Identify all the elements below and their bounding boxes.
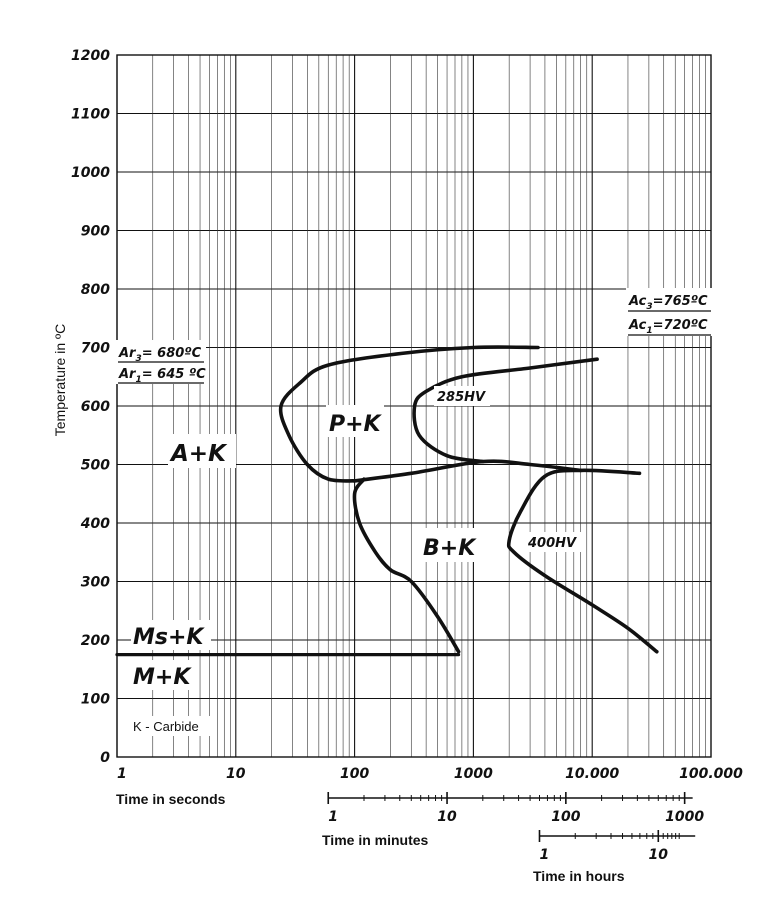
x-tick-label-seconds: 100 [339, 766, 370, 782]
hardness-label-285hv: 285HV [437, 390, 486, 405]
y-tick-label: 100 [80, 691, 110, 708]
y-tick-labels [71, 48, 110, 766]
y-tick-label: 0 [100, 750, 110, 766]
x-tick-label-minutes: 1000 [665, 809, 705, 825]
region-label-p-k: P+K [329, 412, 381, 437]
hardness-label-400hv: 400HV [528, 536, 577, 551]
region-label-b-k: B+K [423, 536, 476, 561]
x-tick-label-seconds: 100.000 [679, 766, 743, 782]
x-tick-label-seconds: 10 [226, 766, 246, 782]
x-axis-label-hours: Time in hours [533, 868, 625, 884]
annotation-ac1: $Ac_1=720ºC$ [629, 318, 708, 336]
x-tick-label-minutes: 100 [551, 809, 581, 825]
x-axis-label-minutes: Time in minutes [322, 832, 429, 848]
x-tick-label-seconds: 1 [117, 766, 127, 782]
x-tick-label-minutes: 10 [437, 809, 457, 825]
x-tick-label-seconds: 10.000 [565, 766, 620, 782]
annotation-ar1: $Ar_1= 645$ ºC [119, 367, 206, 385]
legend-k-carbide: K - Carbide [133, 719, 199, 734]
region-label-m-k: M+K [133, 665, 191, 690]
y-tick-label: 200 [80, 633, 110, 649]
y-tick-label: 600 [80, 399, 110, 415]
series-bainite-finish [509, 470, 657, 651]
y-axis-label: Temperature in ºC [52, 323, 68, 437]
x-axis-minutes [328, 792, 704, 825]
y-tick-label: 1000 [71, 165, 110, 181]
annotation-ac3: $Ac_3=765ºC$ [629, 294, 708, 312]
region-label-ms-k: Ms+K [133, 625, 204, 650]
y-tick-label: 800 [80, 282, 110, 298]
series-pearlite-finish [414, 359, 597, 461]
y-tick-label: 1100 [71, 106, 110, 123]
region-label-a-k: A+K [171, 441, 226, 467]
y-tick-label: 1200 [71, 48, 110, 64]
x-tick-labels-seconds [117, 766, 743, 782]
y-tick-label: 900 [80, 223, 110, 240]
x-tick-label-hours: 10 [648, 847, 669, 863]
x-tick-label-minutes: 1 [328, 809, 338, 825]
x-tick-label-seconds: 1000 [453, 766, 493, 782]
x-axis-label-seconds: Time in seconds [116, 791, 226, 807]
y-tick-label: 700 [80, 340, 110, 357]
y-tick-label: 400 [80, 516, 110, 532]
y-tick-label: 300 [80, 574, 110, 591]
transformation-curves [117, 347, 657, 655]
annotation-ar3: $Ar_3=$ 680ºC [119, 346, 202, 364]
series-bainite-start-left [354, 479, 458, 652]
y-tick-label: 500 [80, 457, 110, 474]
x-axis-hours [539, 830, 695, 863]
x-tick-label-hours: 1 [539, 847, 550, 863]
